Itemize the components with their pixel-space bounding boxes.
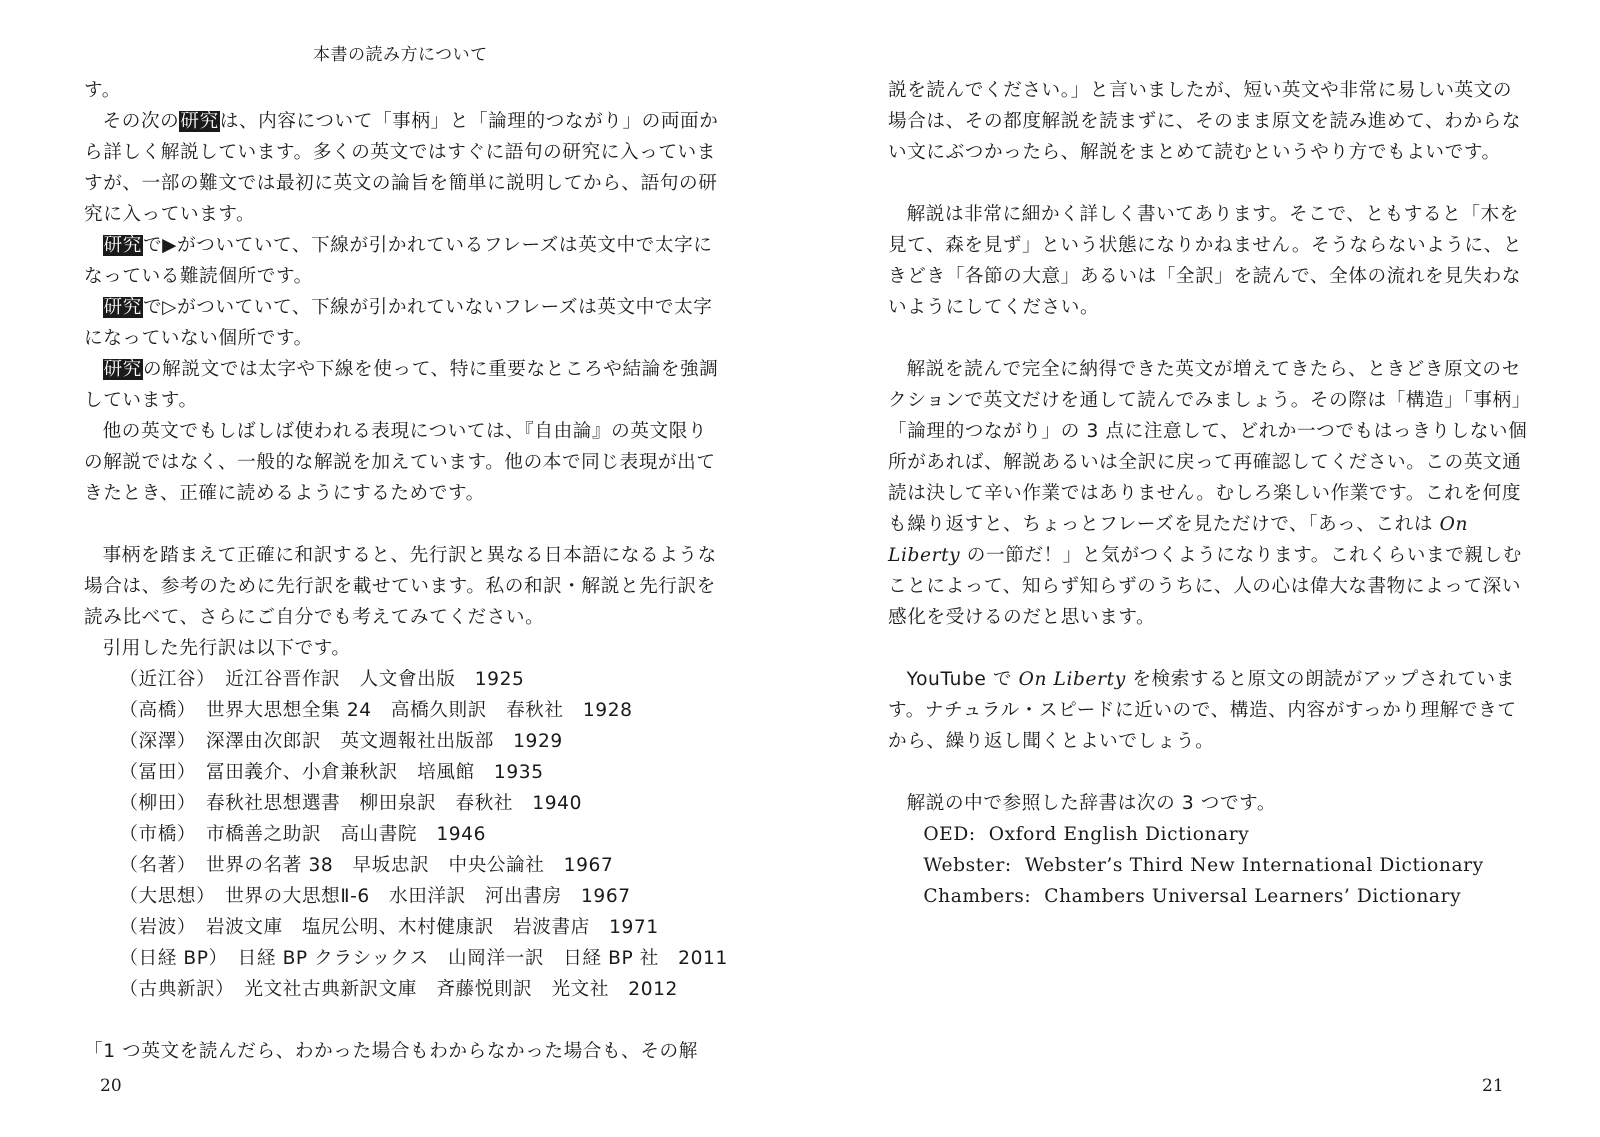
blank-line xyxy=(84,1005,724,1036)
page-number: 20 xyxy=(100,1076,122,1096)
paragraph-emphasis xyxy=(84,354,724,416)
paragraph-general-expressions: 他の英文でもしばしば使われる表現については、『自由論』の英文限りの解説ではなく、一般的な解説を加えています。他の本で同じ表現が出てきたとき、正確に読めるようにするためです。 xyxy=(84,421,716,504)
paragraph-read-through xyxy=(888,354,1528,633)
blank-line xyxy=(84,509,724,540)
research-tag: 研究 xyxy=(103,359,142,380)
dictionary-item: Chambers: Chambers Universal Learners’ Dictionary xyxy=(923,886,1462,907)
research-tag: 研究 xyxy=(103,297,142,318)
reference-item: （冨田） 冨田義介、小倉兼秋訳 培風館 1935 xyxy=(119,762,544,783)
paragraph-text-pre: YouTube で xyxy=(906,669,1019,690)
paragraph-text-post: を検索すると原文の朗読がアップされています。ナチュラル・スピードに近いので、構造、内容がすっかり理解できてから、繰り返し聞くとよいでしょう。 xyxy=(888,669,1517,752)
paragraph-youtube xyxy=(888,664,1528,757)
book-title: On Liberty xyxy=(888,514,1469,566)
paragraph-text-post: で▶がついていて、下線が引かれているフレーズは英文中で太字になっている難読個所です。 xyxy=(84,235,713,287)
blank-line xyxy=(888,168,1528,199)
paragraph-detail-warning: 解説は非常に細かく詳しく書いてあります。そこで、ともすると「木を見て、森を見ず」という状態になりかねません。そうならないように、ときどき「各節の大意」あるいは「全訳」を読んで、全体の流れを見失わないようにしてください。 xyxy=(888,204,1523,318)
paragraph-filled-arrow xyxy=(84,230,724,292)
paragraph-quote-start: 「1 つ英文を読んだら、わかった場合もわからなかった場合も、その解 xyxy=(84,1041,698,1062)
reference-item: （大思想） 世界の大思想Ⅱ-6 水田洋訳 河出書房 1967 xyxy=(119,886,631,907)
reference-item: （深澤） 深澤由次郎訳 英文週報社出版部 1929 xyxy=(119,731,563,752)
paragraph-text-post: の一節だ！」と気がつくようになります。これくらいまで親しむことによって、知らず知らずのうちに、人の心は偉大な書物によって深い感化を受けるのだと思います。 xyxy=(888,545,1522,628)
running-head: 本書の読み方について xyxy=(313,45,488,65)
paragraph-prior-translations: 事柄を踏まえて正確に和訳すると、先行訳と異なる日本語になるような場合は、参考のために先行訳を載せています。私の和訳・解説と先行訳を読み比べて、さらにご自分でも考えてみてください。 xyxy=(84,545,717,628)
dictionary-item: Webster: Webster’s Third New International Dictionary xyxy=(923,855,1484,876)
page-number: 21 xyxy=(1482,1076,1504,1096)
paragraph-text-post: の解説文では太字や下線を使って、特に重要なところや結論を強調しています。 xyxy=(84,359,719,411)
paragraph-continuation: す。 xyxy=(84,80,121,101)
reference-item: （岩波） 岩波文庫 塩尻公明、木村健康訳 岩波書店 1971 xyxy=(119,917,659,938)
reference-item: （日経 BP） 日経 BP クラシックス 山岡洋一訳 日経 BP 社 2011 xyxy=(119,948,728,969)
book-title: On Liberty xyxy=(1018,669,1126,690)
blank-line xyxy=(888,323,1528,354)
paragraph-text-pre: その次の xyxy=(102,111,180,132)
paragraph-research-intro xyxy=(84,106,724,230)
paragraph-text-post: は、内容について「事柄」と「論理的つながり」の両面から詳しく解説しています。多くの英文ではすぐに語句の研究に入っていますが、一部の難文では最初に英文の論旨を簡単に説明してから、語句の研究に入っています。 xyxy=(84,111,719,225)
reference-item: （高橋） 世界大思想全集 24 高橋久則訳 春秋社 1928 xyxy=(119,700,633,721)
right-text-column xyxy=(888,75,1528,912)
paragraph-dictionaries-intro: 解説の中で参照した辞書は次の 3 つです。 xyxy=(906,793,1277,814)
paragraph-text-pre: 解説を読んで完全に納得できた英文が増えてきたら、ときどき原文のセクションで英文だけを通して読んでみましょう。その際は「構造」「事柄」「論理的つながり」の 3 点に注意して、どれか一つでもはっきりしない個所があれば、解説あるいは全訳に戻って再確認してください。この英文通読は決して辛い作業ではありません。むしろ楽しい作業です。これを何度も繰り返すと、ちょっとフレーズを見ただけで、「あっ、これは xyxy=(888,359,1528,535)
reference-item: （柳田） 春秋社思想選書 柳田泉訳 春秋社 1940 xyxy=(119,793,583,814)
paragraph-hollow-arrow xyxy=(84,292,724,354)
blank-line xyxy=(888,633,1528,664)
paragraph-quote-end: 説を読んでください。」と言いましたが、短い英文や非常に易しい英文の場合は、その都度解説を読まずに、そのまま原文を読み進めて、わからない文にぶつかったら、解説をまとめて読むというやり方でもよいです。 xyxy=(888,80,1522,163)
reference-item: （古典新訳） 光文社古典新訳文庫 斉藤悦則訳 光文社 2012 xyxy=(119,979,678,1000)
paragraph-text-post: で▷がついていて、下線が引かれていないフレーズは英文中で太字になっていない個所です。 xyxy=(84,297,713,349)
reference-list xyxy=(84,664,728,1005)
research-tag: 研究 xyxy=(103,235,142,256)
right-page xyxy=(800,0,1600,1137)
reference-item: （名著） 世界の名著 38 早坂忠訳 中央公論社 1967 xyxy=(119,855,614,876)
research-tag: 研究 xyxy=(180,111,219,132)
reference-item: （近江谷） 近江谷晋作訳 人文會出版 1925 xyxy=(119,669,525,690)
blank-line xyxy=(888,757,1528,788)
dictionary-item: OED: Oxford English Dictionary xyxy=(923,824,1250,845)
reference-item: （市橋） 市橋善之助訳 高山書院 1946 xyxy=(119,824,487,845)
paragraph-reference-intro: 引用した先行訳は以下です。 xyxy=(102,638,351,659)
dictionary-list xyxy=(888,819,1528,912)
left-text-column xyxy=(84,75,728,1067)
